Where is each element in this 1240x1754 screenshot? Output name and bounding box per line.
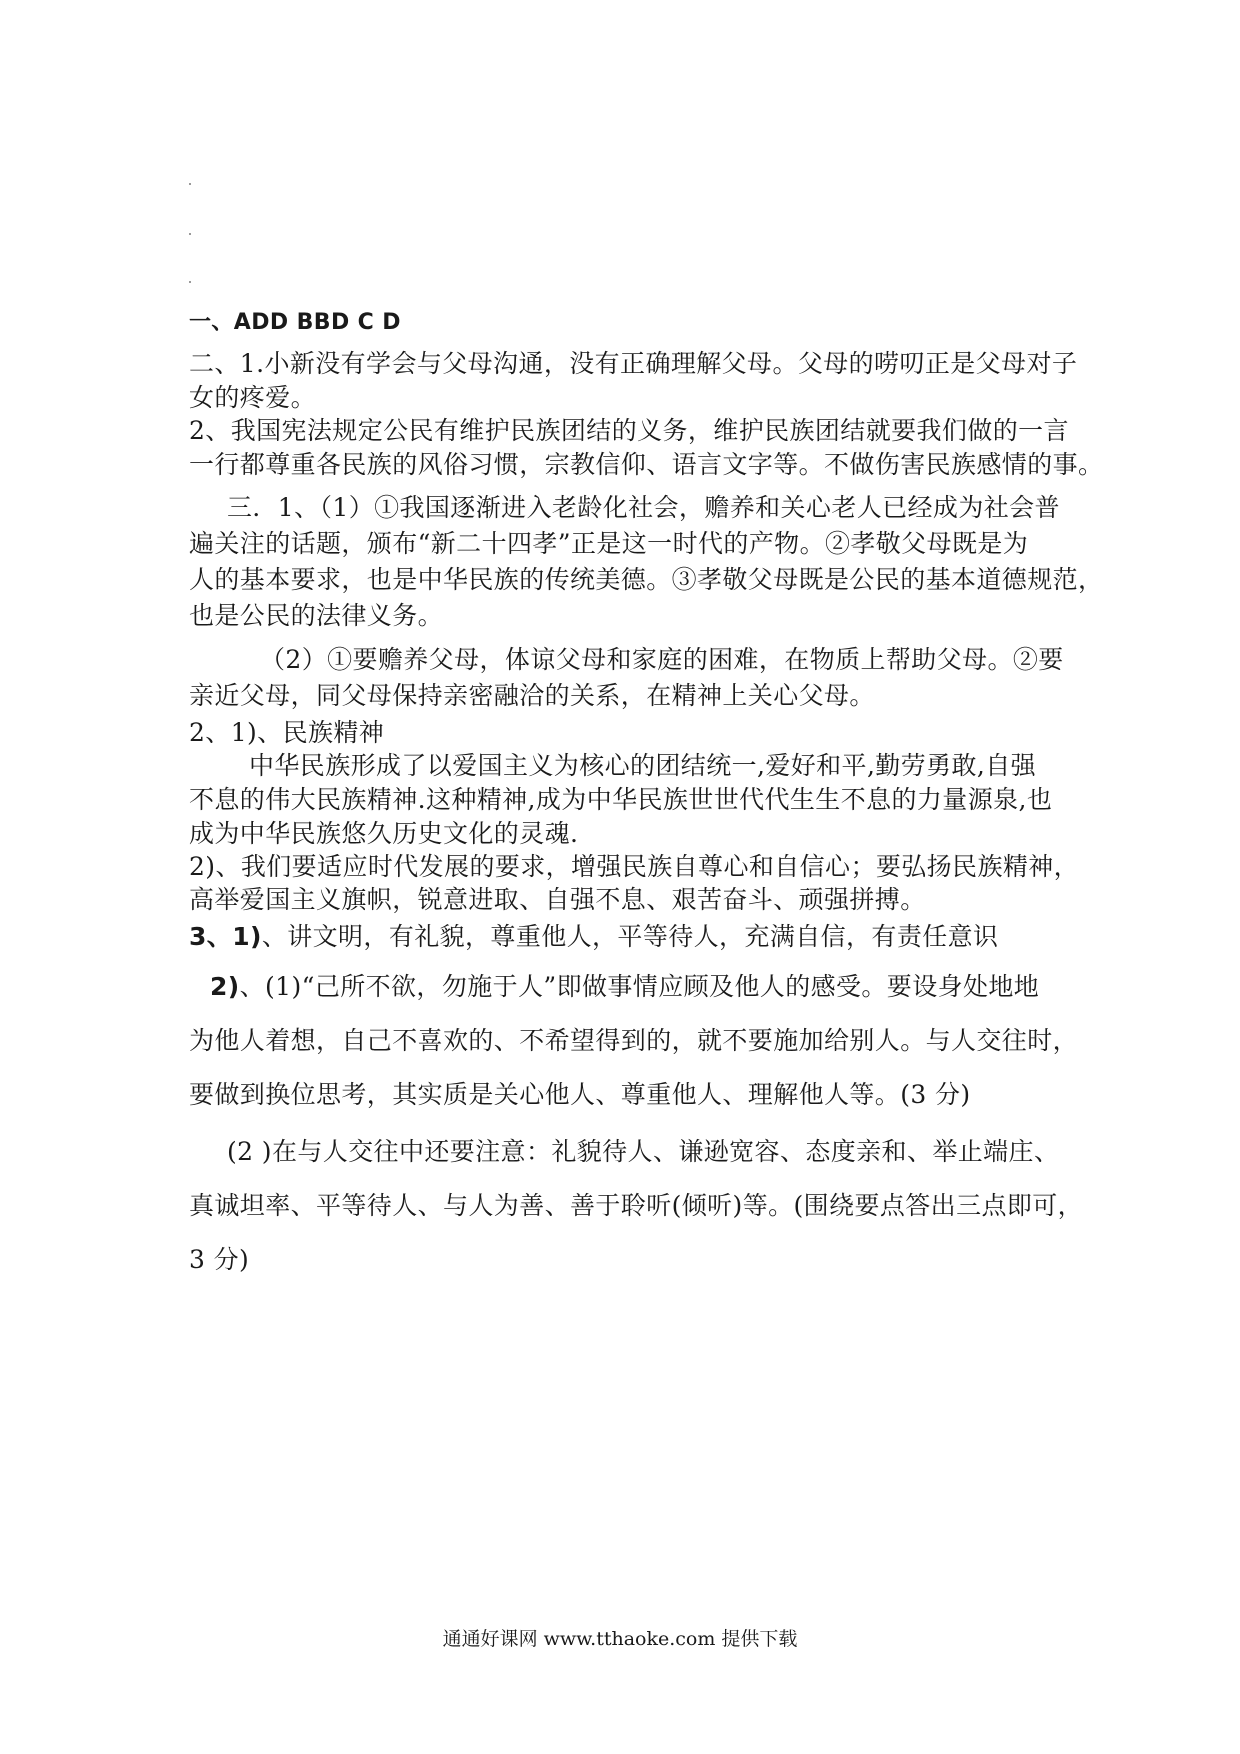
answer-3-2-para-line-3: 成为中华民族悠久历史文化的灵魂. xyxy=(189,819,579,848)
answer-3-3-2-line-2: 为他人着想，自己不喜欢的、不希望得到的，就不要施加给别人。与人交往时， xyxy=(189,1026,1079,1055)
answer-3-3-1-label: 3、1) xyxy=(189,922,262,951)
answer-section-1: 一、ADD BBD C D xyxy=(189,310,401,335)
footer-source: 通通好课网 www.tthaoke.com 提供下载 xyxy=(442,1628,798,1650)
answer-3-3-2-line-1 xyxy=(210,970,1039,1004)
answer-3-1-para1-line-1: 三．1、（1）①我国逐渐进入老龄化社会，赡养和关心老人已经成为社会普 xyxy=(227,493,1060,522)
answer-3-2-heading: 2、1)、民族精神 xyxy=(189,718,385,747)
answer-2-2-line-1: 2、我国宪法规定公民有维护民族团结的义务，维护民族团结就要我们做的一言 xyxy=(189,416,1069,445)
answer-2-2-line-2: 一行都尊重各民族的风俗习惯，宗教信仰、语言文字等。不做伤害民族感情的事。 xyxy=(189,450,1104,479)
answer-3-1-para2-line-1: （2）①要赡养父母，体谅父母和家庭的困难，在物质上帮助父母。②要 xyxy=(260,645,1064,674)
answer-3-2-2-line-1: 2)、我们要适应时代发展的要求，增强民族自尊心和自信心；要弘扬民族精神， xyxy=(189,852,1080,881)
answer-3-2-2-line-2: 高举爱国主义旗帜，锐意进取、自强不息、艰苦奋斗、顽强拼搏。 xyxy=(189,885,926,914)
answer-3-1-para1-line-2: 遍关注的话题，颁布“新二十四孝”正是这一时代的产物。②孝敬父母既是为 xyxy=(189,529,1029,558)
answer-3-1-para1-line-3: 人的基本要求，也是中华民族的传统美德。③孝敬父母既是公民的基本道德规范， xyxy=(189,565,1104,594)
answer-3-3-3-line-3: 3 分) xyxy=(189,1245,250,1274)
scan-speck xyxy=(189,233,191,235)
answer-3-3-1 xyxy=(189,920,998,954)
answer-3-3-2-label: 2) xyxy=(210,972,240,1001)
answer-2-1-line-2: 女的疼爱。 xyxy=(189,383,317,412)
scan-speck xyxy=(189,281,191,283)
answer-3-2-para-line-2: 不息的伟大民族精神.这种精神,成为中华民族世世代代生生不息的力量源泉,也 xyxy=(189,785,1053,814)
answer-3-1-para1-line-4: 也是公民的法律义务。 xyxy=(189,601,444,630)
scan-speck xyxy=(189,183,191,185)
answer-3-1-para2-line-2: 亲近父母，同父母保持亲密融洽的关系，在精神上关心父母。 xyxy=(189,681,875,710)
answer-3-2-para-line-1: 中华民族形成了以爱国主义为核心的团结统一,爱好和平,勤劳勇敢,自强 xyxy=(249,751,1037,780)
answer-3-3-3-line-1: (2 )在与人交往中还要注意：礼貌待人、谦逊宽容、态度亲和、举止端庄、 xyxy=(227,1137,1060,1166)
answer-3-3-2-text: 、(1)“己所不欲，勿施于人”即做事情应顾及他人的感受。要设身处地地 xyxy=(239,972,1040,1001)
answer-3-3-1-text: 、讲文明，有礼貌，尊重他人，平等待人，充满自信，有责任意识 xyxy=(261,922,999,951)
answer-3-3-3-line-2: 真诚坦率、平等待人、与人为善、善于聆听(倾听)等。(围绕要点答出三点即可， xyxy=(189,1191,1084,1220)
answer-2-1-line-1: 二、1.小新没有学会与父母沟通，没有正确理解父母。父母的唠叨正是父母对子 xyxy=(189,349,1078,378)
answer-3-3-2-line-3: 要做到换位思考，其实质是关心他人、尊重他人、理解他人等。(3 分) xyxy=(189,1080,971,1109)
